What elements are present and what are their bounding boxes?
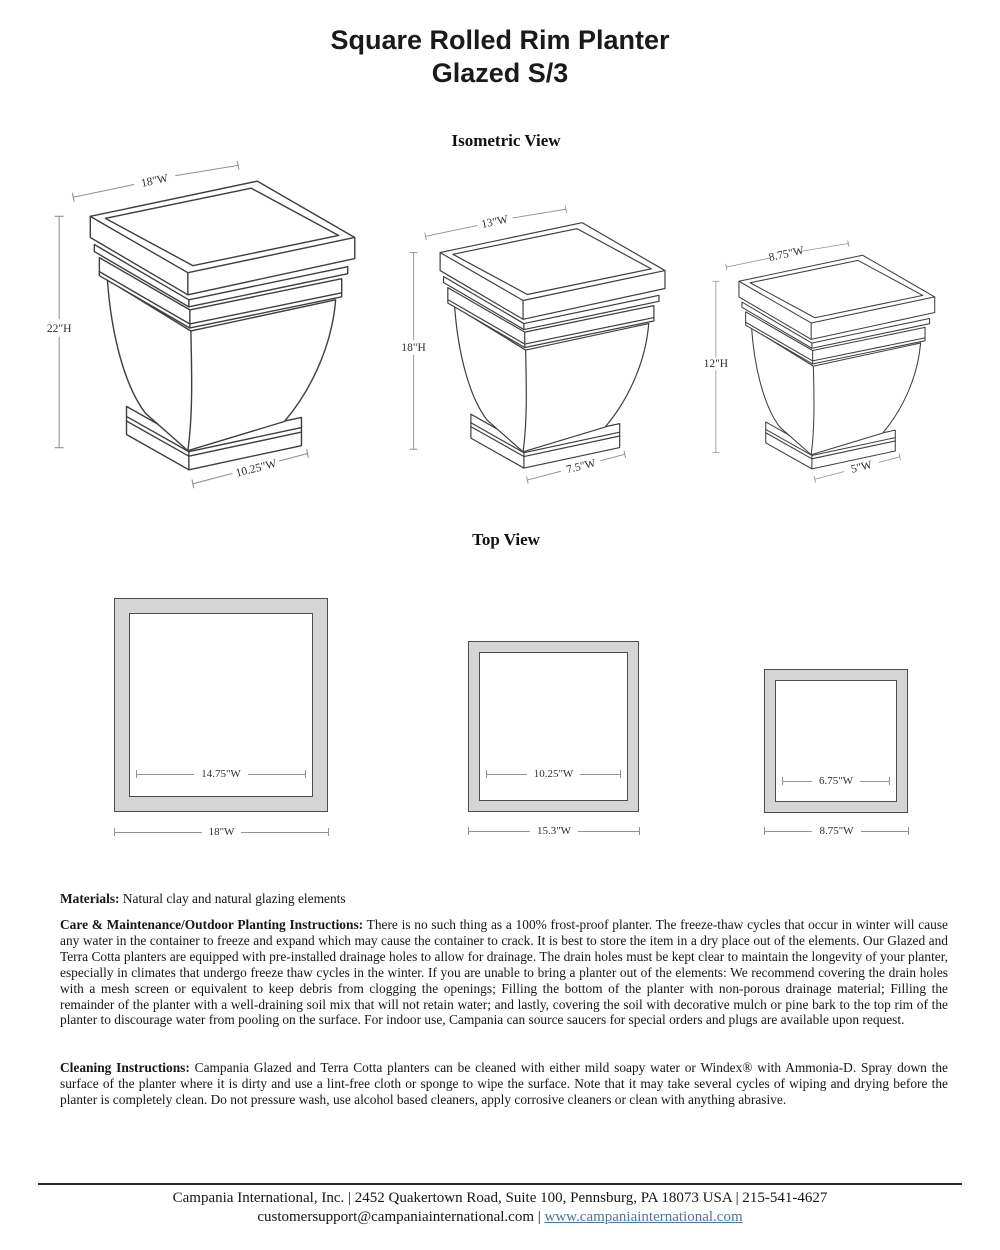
- inner-width-label: 14.75"W: [201, 768, 241, 780]
- outer-width-label: 18"W: [208, 826, 235, 838]
- top-view-medium: [468, 641, 640, 837]
- inner-width-dimension: [136, 768, 306, 780]
- top-view-rim-square: [114, 598, 328, 812]
- base-width-dimension-label: 7.5"W: [565, 457, 597, 477]
- height-dimension-label: 18"H: [401, 341, 426, 354]
- inner-width-dimension: [782, 775, 890, 787]
- footer-email: customersupport@campaniainternational.com: [257, 1209, 534, 1225]
- cleaning-instructions-section: [60, 1060, 948, 1108]
- dimension-line: [861, 831, 909, 832]
- dimension-line: [580, 774, 621, 775]
- care-maintenance-label: Care & Maintenance/Outdoor Planting Instructions:: [60, 917, 364, 932]
- care-maintenance-section: [60, 917, 948, 1028]
- outer-width-dimension: [764, 825, 909, 837]
- dimension-line: [782, 781, 812, 782]
- dimension-line: [764, 831, 812, 832]
- page-title-line1: Square Rolled Rim Planter: [330, 25, 670, 55]
- top-view-heading: Top View: [472, 530, 540, 549]
- materials-label: Materials:: [60, 891, 120, 906]
- top-view-opening-square: [775, 680, 897, 802]
- page-title: [0, 24, 1000, 90]
- outer-width-label: 15.3"W: [536, 825, 572, 837]
- dimension-line: [486, 774, 527, 775]
- dimension-line: [114, 832, 202, 833]
- planter-isometric-drawing-large: [35, 158, 397, 505]
- base-width-dimension-label: 10.25"W: [234, 456, 278, 480]
- planter-line-art: [55, 161, 355, 487]
- footer-website-link[interactable]: www.campaniainternational.com: [544, 1209, 743, 1225]
- dimension-line: [468, 831, 530, 832]
- planter-line-art: [410, 206, 665, 483]
- planter-isometric-drawing-small: [698, 238, 966, 495]
- footer: [0, 1189, 1000, 1227]
- dimension-line: [578, 831, 640, 832]
- dimension-line: [136, 774, 194, 775]
- base-width-dimension-label: 5"W: [849, 458, 874, 476]
- care-maintenance-text: There is no such thing as a 100% frost-proof planter. The freeze-thaw cycles that occur in winter will cause any water in the container to freeze and expand which may cause the container to crack. It is best to store the item in a dry place out of the elements. Our Glazed and Terra Cotta planters are equipped with pre-installed drainage holes to allow for drainage. The drain holes must be kept clear to maintain the longevity of your planter, especially in climates that undergo freeze thaw cycles in the winter. If you are unable to bring a planter out of the elements: We recommend covering the drain holes with a mesh screen or equivalent to keep debris from clogging the openings; Filling the bottom of the planter with non-porous drainage material; Filling the remainder of the planter with a well-draining soil mix that will not retain water; and lastly, covering the soil with decorative mulch or pine bark to the top rim of the planter to discourage water from pooling on the surface. For indoor use, Campania can source saucers for special orders and plugs are available upon request.: [60, 917, 948, 1028]
- footer-address-line: Campania International, Inc. | 2452 Quakertown Road, Suite 100, Pennsburg, PA 18073 USA | 215-541-4627: [172, 1190, 828, 1206]
- page-title-line2: Glazed S/3: [431, 58, 569, 88]
- dimension-line: [860, 781, 890, 782]
- top-view-opening-square: [479, 652, 628, 801]
- cleaning-instructions-text: Campania Glazed and Terra Cotta planters can be cleaned with either mild soapy water or Windex® with Ammonia-D. Spray down the surface of the planter where it is dirty and use a lint-free cloth or sponge to wipe the surface. Note that it may take several cycles of wiping and drying before the planter is completely clean. Do not pressure wash, use alcohol based cleaners, apply corrosive cleaners or clean with anything abrasive.: [60, 1060, 949, 1107]
- height-dimension-label: 22"H: [46, 322, 72, 336]
- top-view-rim-square: [764, 669, 908, 813]
- top-width-dimension-label: 13"W: [480, 213, 510, 231]
- cleaning-instructions-label: Cleaning Instructions:: [60, 1060, 190, 1075]
- planter-isometric-drawing-medium: [393, 203, 701, 498]
- inner-width-label: 6.75"W: [818, 775, 854, 787]
- materials-text: Natural clay and natural glazing elements: [122, 891, 346, 906]
- footer-contact-line: [0, 1208, 1000, 1227]
- outer-width-dimension: [114, 826, 329, 838]
- top-view-rim-square: [468, 641, 639, 812]
- materials-section: [60, 891, 948, 907]
- inner-width-label: 10.25"W: [533, 768, 574, 780]
- top-width-dimension-label: 18"W: [139, 171, 170, 190]
- footer-separator: |: [534, 1209, 545, 1225]
- top-view-large: [114, 598, 329, 838]
- height-dimension-label: 12"H: [703, 357, 729, 370]
- dimension-line: [248, 774, 306, 775]
- isometric-view-heading: Isometric View: [451, 131, 561, 150]
- outer-width-label: 8.75"W: [819, 825, 854, 837]
- top-width-dimension-label: 8.75"W: [767, 244, 806, 265]
- top-view-small: [764, 669, 909, 837]
- footer-divider: [38, 1183, 962, 1185]
- outer-width-dimension: [468, 825, 640, 837]
- inner-width-dimension: [486, 768, 621, 780]
- planter-line-art: [713, 241, 935, 483]
- top-view-opening-square: [129, 613, 313, 797]
- dimension-line: [241, 832, 329, 833]
